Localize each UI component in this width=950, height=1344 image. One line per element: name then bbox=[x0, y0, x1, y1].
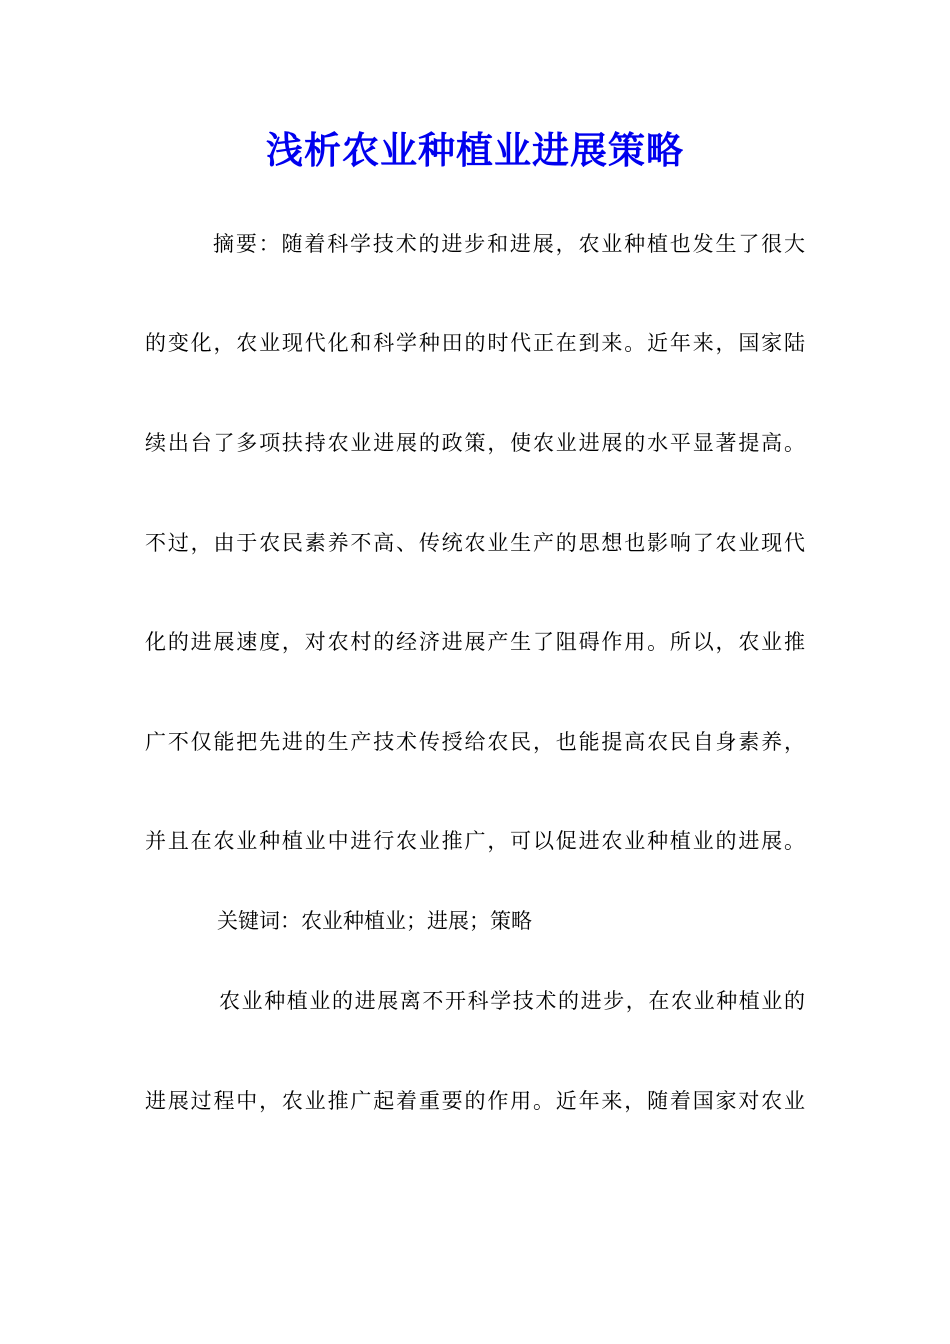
keywords-line: 关键词：农业种植业；进展；策略 bbox=[217, 909, 532, 933]
body-line: 农业种植业的进展离不开科学技术的进步，在农业种植业的 bbox=[219, 989, 805, 1013]
body-line: 进展过程中，农业推广起着重要的作用。近年来，随着国家对农业 bbox=[145, 1089, 805, 1113]
abstract-line: 不过，由于农民素养不高、传统农业生产的思想也影响了农业现代 bbox=[145, 531, 805, 555]
abstract-line: 化的进展速度，对农村的经济进展产生了阻碍作用。所以，农业推 bbox=[145, 630, 805, 654]
abstract-line: 摘要：随着科学技术的进步和进展，农业种植也发生了很大 bbox=[213, 232, 805, 256]
abstract-line: 的变化，农业现代化和科学种田的时代正在到来。近年来，国家陆 bbox=[145, 331, 805, 355]
document-title: 浅析农业种植业进展策略 bbox=[266, 128, 684, 172]
abstract-line: 并且在农业种植业中进行农业推广，可以促进农业种植业的进展。 bbox=[145, 829, 805, 853]
abstract-line: 广不仅能把先进的生产技术传授给农民，也能提高农民自身素养， bbox=[145, 730, 805, 754]
abstract-line: 续出台了多项扶持农业进展的政策，使农业进展的水平显著提高。 bbox=[145, 431, 805, 455]
